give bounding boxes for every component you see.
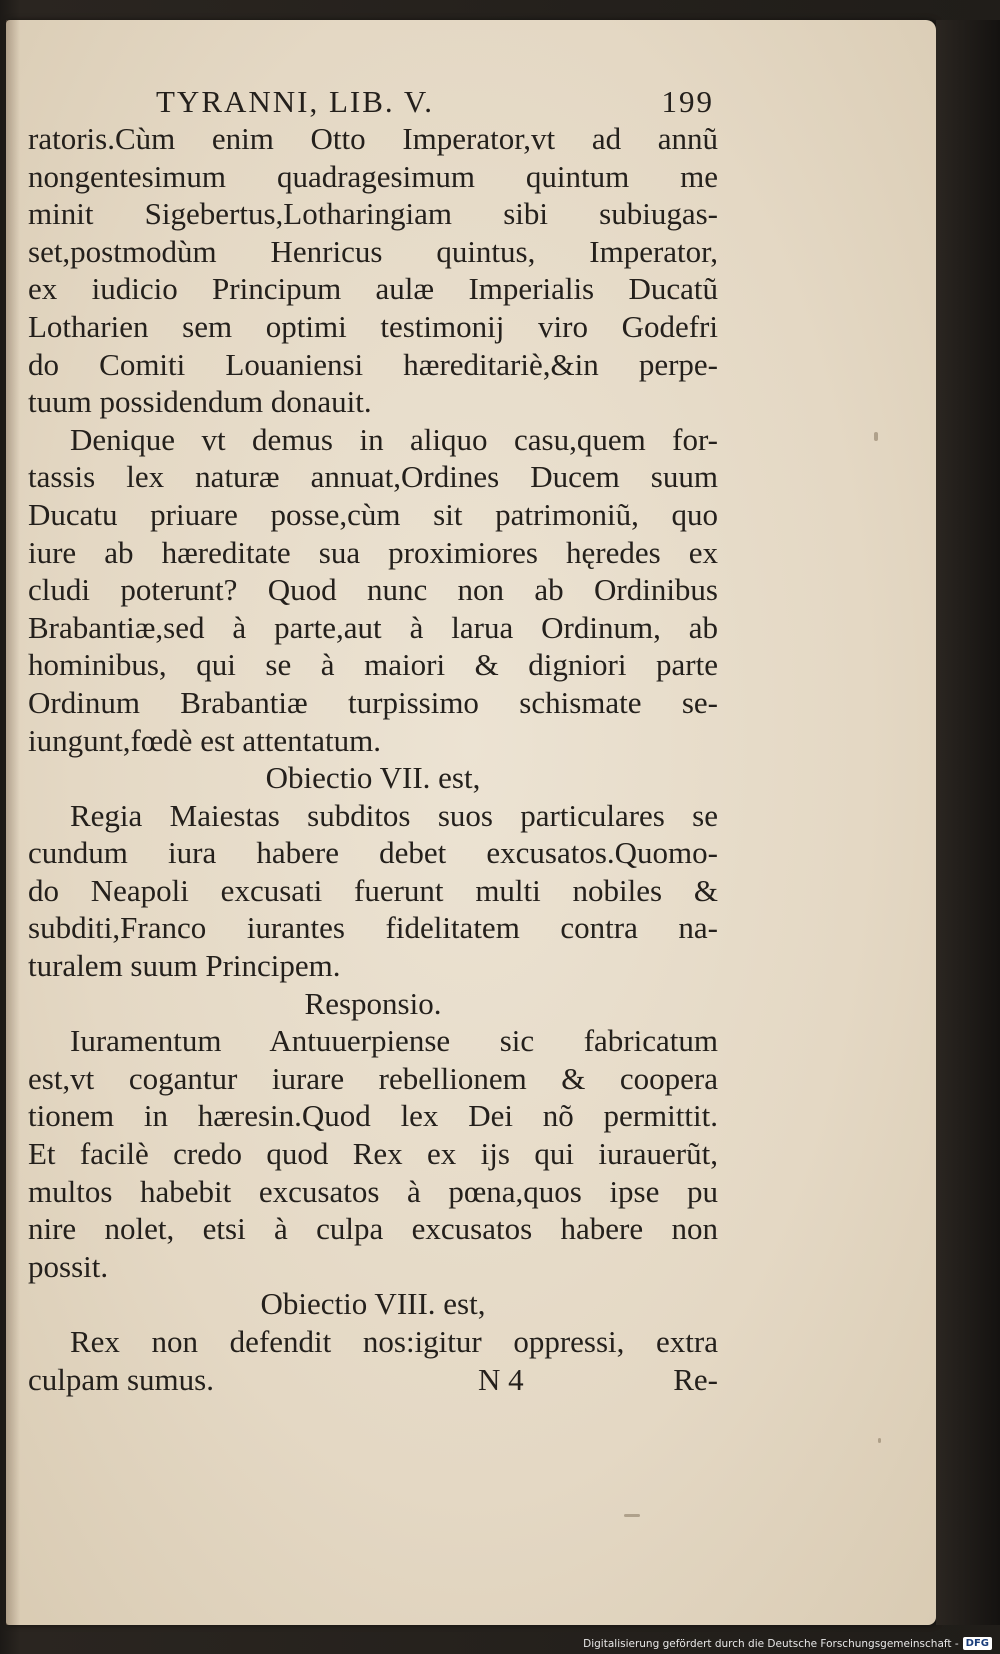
text-line: subditi,Franco iurantes fidelitatem contra na- [28,910,718,946]
text-line: ratoris.Cùm enim Otto Imperator,vt ad annũ [28,121,718,156]
paper-spot [624,1514,640,1517]
footer-line [28,1361,718,1399]
text-line: est,vt cogantur iurare rebellionem & coopera [28,1060,718,1096]
digitization-note: Digitalisierung gefördert durch die Deutsche Forschungsgemeinschaft - [583,1637,959,1650]
text-line: cundum iura habere debet excusatos.Quomo- [28,835,718,871]
text-line: Rex non defendit nos:igitur oppressi, extra [70,1324,718,1359]
text-line: Lotharien sem optimi testimonij viro Godefri [28,308,718,344]
text-line: minit Sigebertus,Lotharingiam sibi subiugas- [28,196,718,232]
digitization-credit [583,1637,992,1650]
text-line: tuum possidendum donauit. [28,384,372,420]
page-number: 199 [661,84,714,119]
text-line: Denique vt demus in aliquo casu,quem for- [70,421,718,457]
text-line: cludi poterunt? Quod nunc non ab Ordinibus [28,572,718,608]
text-line: Ducatu priuare posse,cùm sit patrimoniũ, quo [28,496,718,532]
text-line: culpam sumus. [28,1361,214,1397]
section-heading: Obiectio VIII. est, [260,1286,486,1322]
text-line: do Neapoli excusati fuerunt multi nobiles & [28,872,718,908]
text-line: set,postmodùm Henricus quintus, Imperator, [28,233,718,269]
running-head [28,80,718,120]
text-line: tassis lex naturæ annuat,Ordines Ducem suum [28,459,718,495]
text-line: nongentesimum quadragesimum quintum me [28,158,718,194]
text-line: ex iudicio Principum aulæ Imperialis Ducatũ [28,271,718,307]
catchword: Re- [673,1361,718,1397]
text-line: hominibus, qui se à maiori & digniori parte [28,647,718,683]
text-line: Iuramentum Antuuerpiense sic fabricatum [70,1023,718,1059]
text-block [28,80,718,1398]
text-line: multos habebit excusatos à pœna,quos ipse pu [28,1173,718,1209]
book-page [6,20,936,1625]
text-line: iungunt,fœdè est attentatum. [28,722,381,758]
text-line: Brabantiæ,sed à parte,aut à larua Ordinum, ab [28,609,718,645]
text-line: Ordinum Brabantiæ turpissimo schismate se- [28,684,718,720]
text-line: Et facilè credo quod Rex ex ijs qui iurauerũt, [28,1136,718,1172]
text-line: possit. [28,1248,109,1284]
text-line: turalem suum Principem. [28,948,341,984]
text-line: nire nolet, etsi à culpa excusatos habere non [28,1211,718,1247]
signature-mark: N 4 [478,1361,524,1397]
dfg-logo: DFG [963,1637,992,1650]
text-line: do Comiti Louaniensi hæreditariè,&in perpe- [28,346,718,382]
running-head-title: TYRANNI, LIB. V. [156,84,435,119]
text-line: iure ab hæreditate sua proximiores hęredes ex [28,534,718,570]
scan-edge [936,20,1000,1625]
section-heading: Responsio. [304,985,442,1021]
text-line: Regia Maiestas subditos suos particulares se [70,797,718,833]
text-line: tionem in hæresin.Quod lex Dei nõ permittit. [28,1098,718,1134]
section-heading: Obiectio VII. est, [265,760,481,796]
paper-spot [878,1438,881,1443]
paper-spot [874,432,878,441]
